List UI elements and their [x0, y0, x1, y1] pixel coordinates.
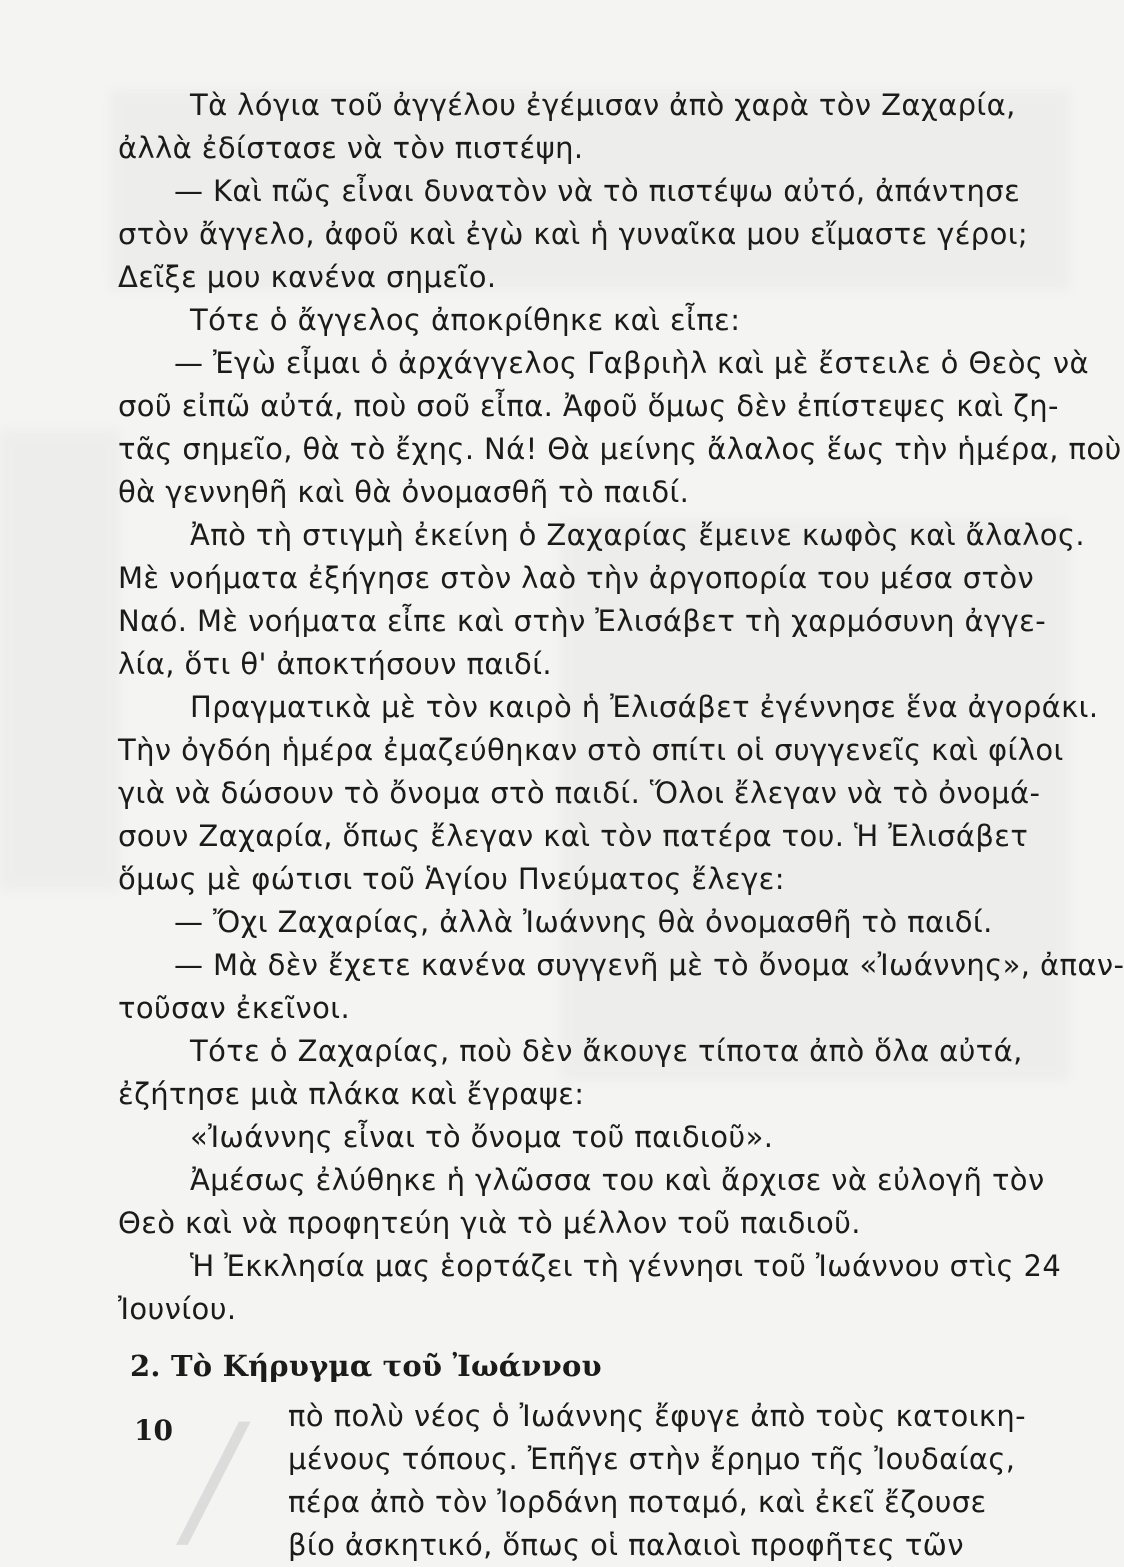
text-line: τοῦσαν ἐκεῖνοι.	[118, 991, 351, 1025]
text-line: θὰ γεννηθῆ καὶ θὰ ὀνομασθῆ τὸ παιδί.	[118, 475, 690, 509]
section-heading: 2. Τὸ Κήρυγμα τοῦ Ἰωάννου	[130, 1349, 602, 1383]
text-line: Τὴν ὀγδόη ἡμέρα ἐμαζεύθηκαν στὸ σπίτι οἱ συγγενεῖς καὶ φίλοι	[118, 733, 1064, 767]
text-line: — Ἐγὼ εἶμαι ὁ ἀρχάγγελος Γαβριὴλ καὶ μὲ ἔστειλε ὁ Θεὸς νὰ	[174, 346, 1090, 380]
text-line: Ἰουνίου.	[118, 1292, 237, 1326]
text-line: μένους τόπους. Ἐπῆγε στὴν ἔρημο τῆς Ἰουδαίας,	[288, 1442, 1016, 1476]
text-line: Ναό. Μὲ νοήματα εἶπε καὶ στὴν Ἐλισάβετ τὴ χαρμόσυνη ἀγγε-	[118, 604, 1047, 638]
dropcap-lines	[288, 1395, 1070, 1567]
text-line: — Μὰ δὲν ἔχετε κανένα συγγενῆ μὲ τὸ ὄνομα «Ἰωάννης», ἀπαν-	[174, 948, 1124, 982]
text-line: σουν Ζαχαρία, ὅπως ἔλεγαν καὶ τὸν πατέρα του. Ἡ Ἐλισάβετ	[118, 819, 1029, 853]
text-line: στὸν ἄγγελο, ἀφοῦ καὶ ἐγὼ καὶ ἡ γυναῖκα μου εἴμαστε γέροι;	[118, 217, 1029, 251]
dropcap-paragraph	[118, 1395, 1070, 1567]
text-line: ἐζήτησε μιὰ πλάκα καὶ ἔγραψε:	[118, 1077, 585, 1111]
text-line: Ἡ Ἐκκλησία μας ἑορτάζει τὴ γέννησι τοῦ Ἰωάννου στὶς 24	[190, 1249, 1062, 1283]
text-line: Τότε ὁ ἄγγελος ἀποκρίθηκε καὶ εἶπε:	[190, 303, 741, 337]
text-line: Τὰ λόγια τοῦ ἀγγέλου ἐγέμισαν ἀπὸ χαρὰ τὸν Ζαχαρία,	[190, 88, 1016, 122]
text-line: λία, ὅτι θ' ἀποκτήσουν παιδί.	[118, 647, 553, 681]
dropcap-ornament: /	[188, 1393, 239, 1567]
text-line: Δεῖξε μου κανένα σημεῖο.	[118, 260, 497, 294]
text-line: ἀλλὰ ἐδίστασε νὰ τὸν πιστέψη.	[118, 131, 584, 165]
text-line: Ἀπὸ τὴ στιγμὴ ἐκείνη ὁ Ζαχαρίας ἔμεινε κωφὸς καὶ ἄλαλος.	[190, 518, 1085, 552]
text-line: ὅμως μὲ φώτισι τοῦ Ἁγίου Πνεύματος ἔλεγε:	[118, 862, 785, 896]
text-line: Ἀμέσως ἐλύθηκε ἡ γλῶσσα του καὶ ἄρχισε νὰ εὐλογῆ τὸν	[190, 1163, 1045, 1197]
text-line: τᾶς σημεῖο, θὰ τὸ ἔχης. Νά! Θὰ μείνης ἄλαλος ἕως τὴν ἡμέρα, ποὺ	[118, 432, 1122, 466]
show-through-left	[0, 430, 120, 890]
text-line: — Ὄχι Ζαχαρίας, ἀλλὰ Ἰωάννης θὰ ὀνομασθῆ τὸ παιδί.	[174, 905, 993, 939]
text-line: πέρα ἀπὸ τὸν Ἰορδάνη ποταμό, καὶ ἐκεῖ ἔζουσε	[288, 1485, 987, 1519]
text-line: βίο ἀσκητικό, ὅπως οἱ παλαιοὶ προφῆτες τῶν	[288, 1528, 964, 1562]
text-line: σοῦ εἰπῶ αὐτά, ποὺ σοῦ εἶπα. Ἀφοῦ ὅμως δὲν ἐπίστεψες καὶ ζη-	[118, 389, 1059, 423]
text-line: Πραγματικὰ μὲ τὸν καιρὸ ἡ Ἐλισάβετ ἐγέννησε ἕνα ἀγοράκι.	[190, 690, 1099, 724]
text-line: πὸ πολὺ νέος ὁ Ἰωάννης ἔφυγε ἀπὸ τοὺς κατοικη-	[288, 1399, 1026, 1433]
text-line: γιὰ νὰ δώσουν τὸ ὄνομα στὸ παιδί. Ὅλοι ἔλεγαν νὰ τὸ ὀνομά-	[118, 776, 1041, 810]
text-line: Τότε ὁ Ζαχαρίας, ποὺ δὲν ἄκουγε τίποτα ἀπὸ ὅλα αὐτά,	[190, 1034, 1023, 1068]
text-line: Θεὸ καὶ νὰ προφητεύη γιὰ τὸ μέλλον τοῦ παιδιοῦ.	[118, 1206, 861, 1240]
text-line: — Καὶ πῶς εἶναι δυνατὸν νὰ τὸ πιστέψω αὐτό, ἀπάντησε	[174, 174, 1021, 208]
body-text	[118, 84, 1124, 1567]
text-line: Μὲ νοήματα ἐξήγησε στὸν λαὸ τὴν ἀργοπορία του μέσα στὸν	[118, 561, 1035, 595]
text-line: «Ἰωάννης εἶναι τὸ ὄνομα τοῦ παιδιοῦ».	[190, 1120, 774, 1154]
page-number: 10	[134, 1414, 173, 1447]
